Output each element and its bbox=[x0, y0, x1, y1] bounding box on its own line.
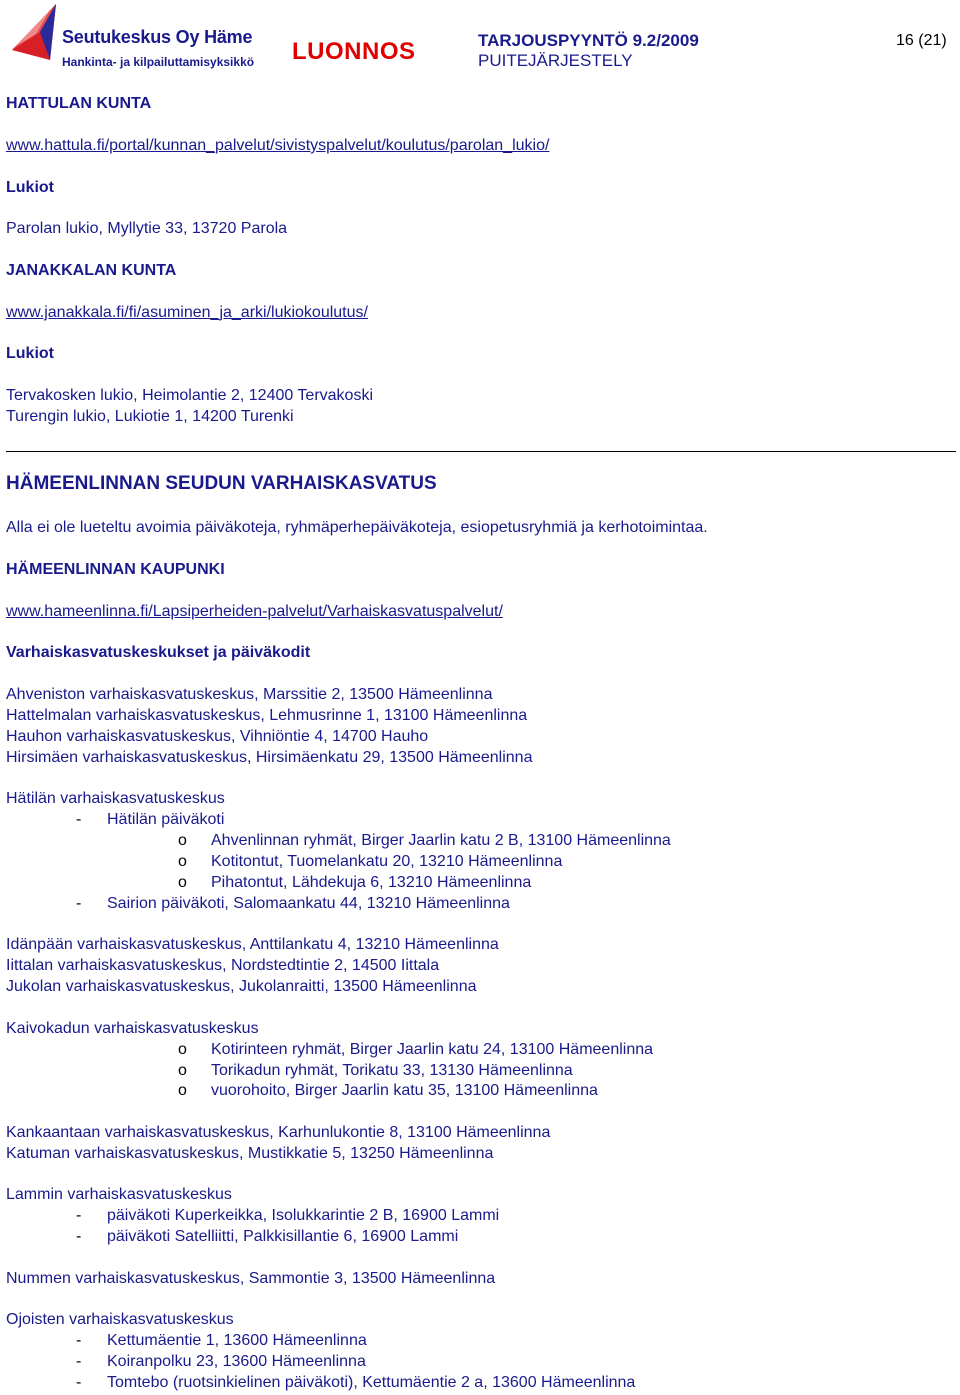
list-item: Katuman varhaiskasvatuskeskus, Mustikkatie 5, 13250 Hämeenlinna bbox=[6, 1145, 494, 1162]
list-item: Koiranpolku 23, 13600 Hämeenlinna bbox=[107, 1353, 366, 1370]
list-item: Tervakosken lukio, Heimolantie 2, 12400 Tervakoski bbox=[6, 387, 374, 404]
list-item: Ojoisten varhaiskasvatuskeskus bbox=[6, 1311, 234, 1328]
circle-marker: o bbox=[178, 1062, 187, 1079]
hattula-subtitle: Lukiot bbox=[6, 179, 54, 196]
hattula-title: HATTULAN KUNTA bbox=[6, 95, 152, 112]
list-item: Hauhon varhaiskasvatuskeskus, Vihniöntie 4, 14700 Hauho bbox=[6, 728, 429, 745]
section-divider bbox=[6, 451, 956, 452]
city-title: HÄMEENLINNAN KAUPUNKI bbox=[6, 561, 225, 578]
list-item: Turengin lukio, Lukiotie 1, 14200 Turenki bbox=[6, 408, 294, 425]
list-item: Nummen varhaiskasvatuskeskus, Sammontie 3, 13500 Hämeenlinna bbox=[6, 1270, 496, 1287]
list-item: Kaivokadun varhaiskasvatuskeskus bbox=[6, 1020, 259, 1037]
org-name: Seutukeskus Oy Häme bbox=[62, 27, 253, 47]
list-item: Kettumäentie 1, 13600 Hämeenlinna bbox=[107, 1332, 367, 1349]
dash-marker: - bbox=[76, 1207, 82, 1224]
list-item: Hätilän varhaiskasvatuskeskus bbox=[6, 790, 225, 807]
circle-marker: o bbox=[178, 1082, 187, 1099]
seutukeskus-logo-icon bbox=[10, 2, 60, 64]
list-item: Ahvenlinnan ryhmät, Birger Jaarlin katu 2 B, 13100 Hämeenlinna bbox=[211, 832, 671, 849]
dash-marker: - bbox=[76, 895, 82, 912]
list-subtitle: Varhaiskasvatuskeskukset ja päiväkodit bbox=[6, 644, 311, 661]
section-note: Alla ei ole lueteltu avoimia päiväkoteja, ryhmäperhepäiväkoteja, esiopetusryhmiä ja kerhotoimintaa. bbox=[6, 519, 708, 536]
list-item: Idänpään varhaiskasvatuskeskus, Anttilankatu 4, 13210 Hämeenlinna bbox=[6, 936, 499, 953]
list-item: Tomtebo (ruotsinkielinen päiväkoti), Kettumäentie 2 a, 13600 Hämeenlinna bbox=[107, 1374, 636, 1391]
section-title: HÄMEENLINNAN SEUDUN VARHAISKASVATUS bbox=[6, 473, 437, 494]
list-item: Iittalan varhaiskasvatuskeskus, Nordstedtintie 2, 14500 Iittala bbox=[6, 957, 440, 974]
circle-marker: o bbox=[178, 832, 187, 849]
circle-marker: o bbox=[178, 874, 187, 891]
draft-label: LUONNOS bbox=[292, 38, 416, 65]
list-item: Torikadun ryhmät, Torikatu 33, 13130 Hämeenlinna bbox=[211, 1062, 573, 1079]
janakkala-title: JANAKKALAN KUNTA bbox=[6, 262, 177, 279]
list-item: päiväkoti Kuperkeikka, Isolukkarintie 2 B, 16900 Lammi bbox=[107, 1207, 500, 1224]
list-item: Hätilän päiväkoti bbox=[107, 811, 225, 828]
list-item: Hattelmalan varhaiskasvatuskeskus, Lehmusrinne 1, 13100 Hämeenlinna bbox=[6, 707, 528, 724]
list-item: Kotirinteen ryhmät, Birger Jaarlin katu 24, 13100 Hämeenlinna bbox=[211, 1041, 654, 1058]
list-item: Sairion päiväkoti, Salomaankatu 44, 13210 Hämeenlinna bbox=[107, 895, 510, 912]
list-item: Parolan lukio, Myllytie 33, 13720 Parola bbox=[6, 220, 288, 237]
dash-marker: - bbox=[76, 811, 82, 828]
list-item: Lammin varhaiskasvatuskeskus bbox=[6, 1186, 232, 1203]
janakkala-subtitle: Lukiot bbox=[6, 345, 54, 362]
list-item: Jukolan varhaiskasvatuskeskus, Jukolanraitti, 13500 Hämeenlinna bbox=[6, 978, 477, 995]
list-item: Hirsimäen varhaiskasvatuskeskus, Hirsimäenkatu 29, 13500 Hämeenlinna bbox=[6, 749, 533, 766]
dash-marker: - bbox=[76, 1228, 82, 1245]
list-item: päiväkoti Satelliitti, Palkkisillantie 6, 16900 Lammi bbox=[107, 1228, 459, 1245]
circle-marker: o bbox=[178, 853, 187, 870]
dash-marker: - bbox=[76, 1353, 82, 1370]
page-header bbox=[0, 0, 960, 80]
list-item: Kankaantaan varhaiskasvatuskeskus, Karhunlukontie 8, 13100 Hämeenlinna bbox=[6, 1124, 551, 1141]
list-item: Kotitontut, Tuomelankatu 20, 13210 Hämeenlinna bbox=[211, 853, 563, 870]
dash-marker: - bbox=[76, 1332, 82, 1349]
page-number: 16 (21) bbox=[896, 32, 947, 49]
hattula-link[interactable]: www.hattula.fi/portal/kunnan_palvelut/sivistyspalvelut/koulutus/parolan_lukio/ bbox=[6, 137, 550, 154]
janakkala-link[interactable]: www.janakkala.fi/fi/asuminen_ja_arki/lukiokoulutus/ bbox=[6, 304, 368, 321]
hameenlinna-link[interactable]: www.hameenlinna.fi/Lapsiperheiden-palvelut/Varhaiskasvatuspalvelut/ bbox=[6, 603, 503, 620]
document-id: TARJOUSPYYNTÖ 9.2/2009 bbox=[478, 31, 699, 50]
dash-marker: - bbox=[76, 1374, 82, 1391]
list-item: Ahveniston varhaiskasvatuskeskus, Marssitie 2, 13500 Hämeenlinna bbox=[6, 686, 493, 703]
document-type: PUITEJÄRJESTELY bbox=[478, 51, 633, 70]
list-item: Pihatontut, Lähdekuja 6, 13210 Hämeenlinna bbox=[211, 874, 532, 891]
circle-marker: o bbox=[178, 1041, 187, 1058]
org-subtitle: Hankinta- ja kilpailuttamisyksikkö bbox=[62, 55, 255, 69]
list-item: vuorohoito, Birger Jaarlin katu 35, 13100 Hämeenlinna bbox=[211, 1082, 598, 1099]
